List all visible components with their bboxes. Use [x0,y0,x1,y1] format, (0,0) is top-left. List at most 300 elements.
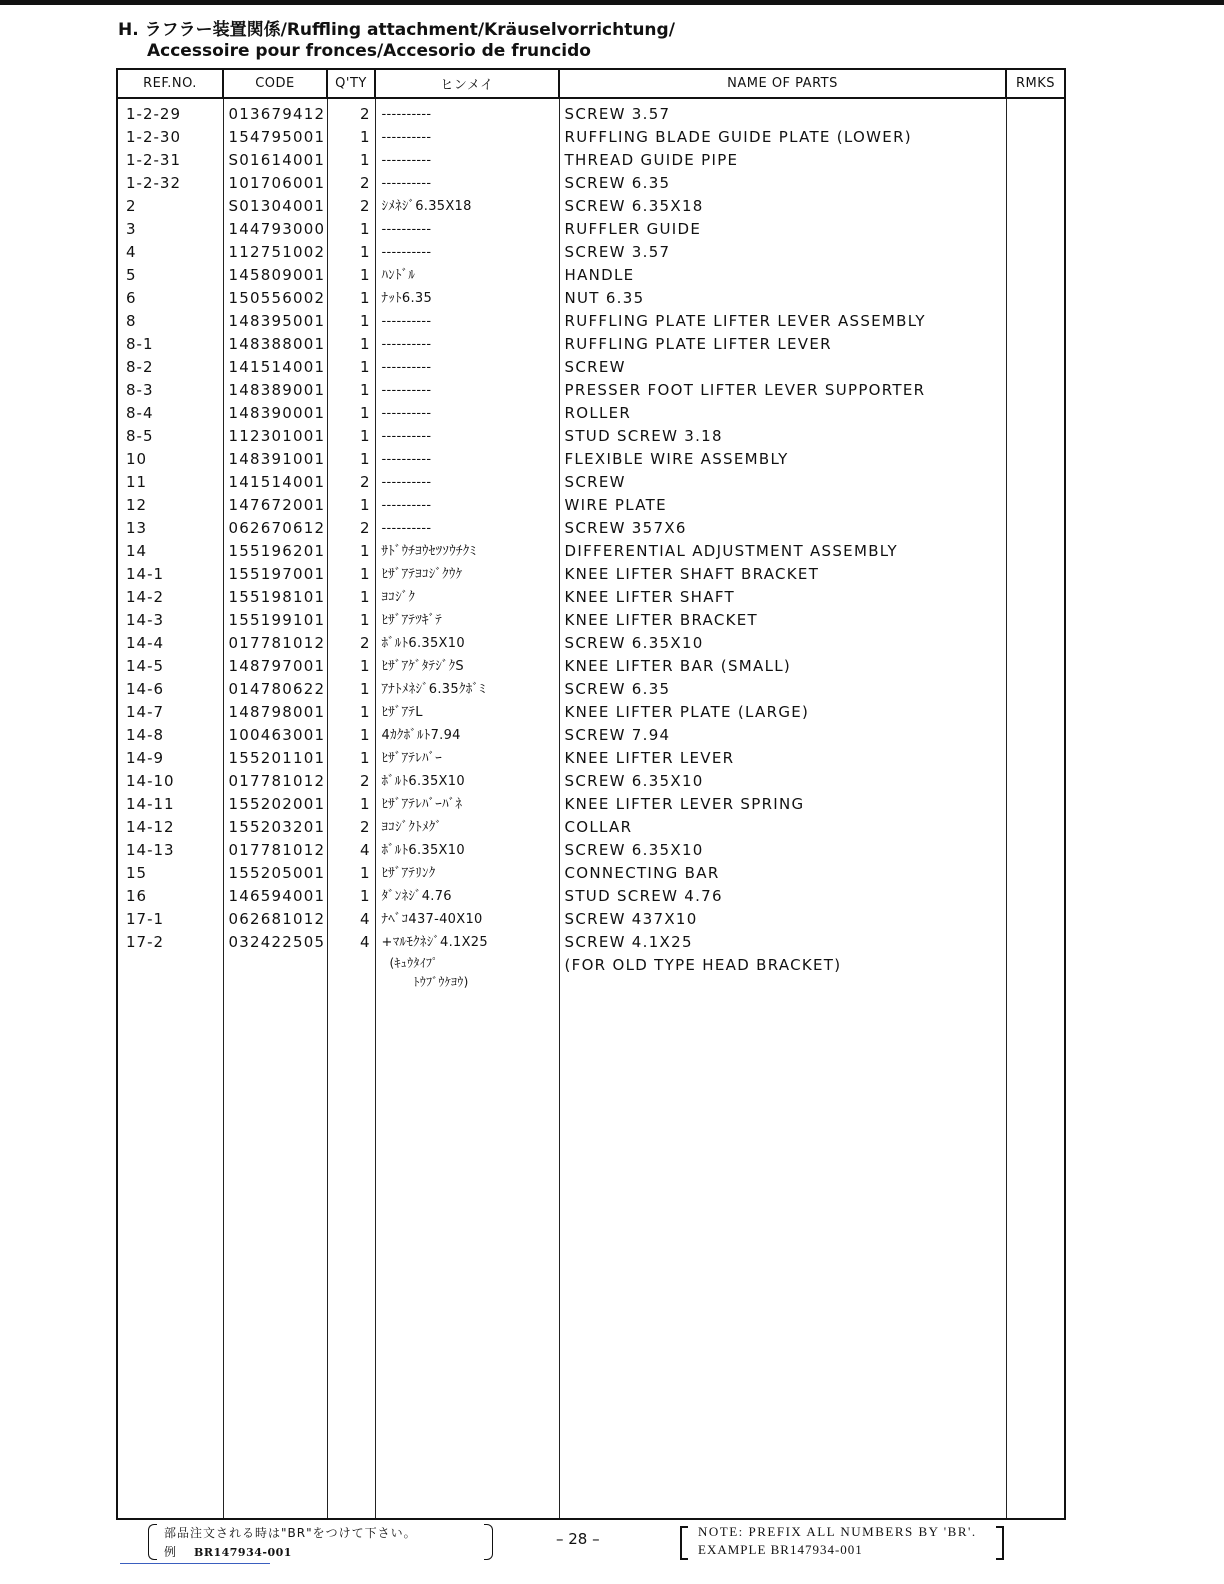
kana-cell: ---------- [375,172,559,195]
name-cell: SCREW 6.35X10 [559,632,1006,655]
kana-cell: ｼﾒﾈｼﾞ6.35X18 [375,195,559,218]
filler-cell [327,1000,375,1519]
qty-cell: 1 [327,149,375,172]
rmks-cell [1006,402,1065,425]
kana-cell: ---------- [375,126,559,149]
code-cell: 155203201 [223,816,327,839]
rmks-cell [1006,885,1065,908]
kana-cell: ﾊﾝﾄﾞﾙ [375,264,559,287]
code-cell: 112751002 [223,241,327,264]
filler-cell [375,1000,559,1519]
ref-cell: 14-13 [117,839,223,862]
kana-cell: ﾋｻﾞｱﾃﾘﾝｸ [375,862,559,885]
code-cell: S01614001 [223,149,327,172]
qty-cell: 1 [327,701,375,724]
qty-cell: 1 [327,609,375,632]
kana-cell: ﾀﾞﾝﾈｼﾞ4.76 [375,885,559,908]
name-cell: KNEE LIFTER SHAFT [559,586,1006,609]
table-row [117,98,1065,126]
kana-cell: ---------- [375,310,559,333]
right-bracket [996,1526,1004,1560]
kana-cell: ---------- [375,333,559,356]
name-cell: THREAD GUIDE PIPE [559,149,1006,172]
table-row [117,517,1065,540]
note-kana-line-2: ﾄｳﾌﾞｳｹﾖｳ) [413,975,469,989]
ref-cell: 8 [117,310,223,333]
name-cell: RUFFLING PLATE LIFTER LEVER [559,333,1006,356]
name-cell: SCREW 357X6 [559,517,1006,540]
kana-cell: ---------- [375,402,559,425]
code-cell: 017781012 [223,839,327,862]
table-row [117,494,1065,517]
ref-cell: 14-9 [117,747,223,770]
filler-cell [1006,1000,1065,1519]
qty-cell: 1 [327,724,375,747]
code-cell: 148388001 [223,333,327,356]
col-header-qty: Q'TY [327,69,375,98]
code-cell: 144793000 [223,218,327,241]
table-row [117,908,1065,931]
rmks-cell [1006,931,1065,954]
rmks-cell [1006,126,1065,149]
kana-cell: ---------- [375,471,559,494]
name-cell: SCREW 4.1X25 [559,931,1006,954]
jp-note-example [164,1543,292,1560]
kana-cell: ﾎﾞﾙﾄ6.35X10 [375,839,559,862]
footer-underline [120,1563,270,1564]
kana-cell: ﾋｻﾞｱﾃﾚﾊﾞｰﾊﾞﾈ [375,793,559,816]
note-qty-cell [327,954,375,1000]
kana-cell: ｱﾅﾄﾒﾈｼﾞ6.35ｸﾎﾞﾐ [375,678,559,701]
qty-cell: 1 [327,586,375,609]
name-cell: RUFFLER GUIDE [559,218,1006,241]
ref-cell: 11 [117,471,223,494]
code-cell: 155197001 [223,563,327,586]
name-cell: SCREW [559,356,1006,379]
name-cell: SCREW 6.35 [559,172,1006,195]
table-row [117,747,1065,770]
note-row [117,954,1065,1000]
name-cell: STUD SCREW 4.76 [559,885,1006,908]
rmks-cell [1006,563,1065,586]
table-header-row [117,69,1065,98]
rmks-cell [1006,747,1065,770]
code-cell: 014780622 [223,678,327,701]
rmks-cell [1006,195,1065,218]
table-row [117,126,1065,149]
table-row [117,172,1065,195]
ref-cell: 8-3 [117,379,223,402]
right-bracket [484,1524,493,1560]
rmks-cell [1006,609,1065,632]
name-cell: SCREW 7.94 [559,724,1006,747]
qty-cell: 1 [327,655,375,678]
qty-cell: 4 [327,908,375,931]
kana-cell: ﾖｺｼﾞｸﾄﾒｸﾞ [375,816,559,839]
code-cell: 155205001 [223,862,327,885]
kana-cell: ﾋｻﾞｱｹﾞﾀﾃｼﾞｸS [375,655,559,678]
rmks-cell [1006,425,1065,448]
filler-cell [223,1000,327,1519]
ref-cell: 13 [117,517,223,540]
name-cell: DIFFERENTIAL ADJUSTMENT ASSEMBLY [559,540,1006,563]
name-cell: SCREW 437X10 [559,908,1006,931]
rmks-cell [1006,793,1065,816]
note-code-cell [223,954,327,1000]
rmks-cell [1006,471,1065,494]
qty-cell: 1 [327,793,375,816]
code-cell: 155196201 [223,540,327,563]
code-cell: 148389001 [223,379,327,402]
note-kana-cell [375,954,559,1000]
left-bracket [680,1526,688,1560]
qty-cell: 2 [327,172,375,195]
table-row [117,931,1065,954]
name-cell: ROLLER [559,402,1006,425]
ref-cell: 1-2-30 [117,126,223,149]
name-cell: SCREW 6.35X18 [559,195,1006,218]
qty-cell: 1 [327,379,375,402]
table-row [117,816,1065,839]
filler-cell [559,1000,1006,1519]
ref-cell: 1-2-31 [117,149,223,172]
col-header-name: NAME OF PARTS [559,69,1006,98]
left-bracket [148,1524,157,1560]
kana-cell: ﾋｻﾞｱﾃﾖｺｼﾞｸｳｹ [375,563,559,586]
note-ref-cell [117,954,223,1000]
code-cell: 141514001 [223,471,327,494]
rmks-cell [1006,862,1065,885]
name-cell: KNEE LIFTER SHAFT BRACKET [559,563,1006,586]
qty-cell: 1 [327,494,375,517]
table-filler-row [117,1000,1065,1519]
kana-cell: ---------- [375,517,559,540]
qty-cell: 1 [327,885,375,908]
table-row [117,678,1065,701]
table-row [117,885,1065,908]
qty-cell: 1 [327,241,375,264]
code-cell: 150556002 [223,287,327,310]
ref-cell: 17-2 [117,931,223,954]
name-cell: CONNECTING BAR [559,862,1006,885]
qty-cell: 1 [327,425,375,448]
rmks-cell [1006,678,1065,701]
kana-cell: ---------- [375,218,559,241]
qty-cell: 1 [327,310,375,333]
qty-cell: 1 [327,862,375,885]
ref-cell: 16 [117,885,223,908]
ref-cell: 8-5 [117,425,223,448]
kana-cell: ﾖｺｼﾞｸ [375,586,559,609]
code-cell: 100463001 [223,724,327,747]
rmks-cell [1006,494,1065,517]
qty-cell: 1 [327,356,375,379]
table-row [117,379,1065,402]
kana-cell: ---------- [375,241,559,264]
note-name-cell [559,954,1006,1000]
col-header-code: CODE [223,69,327,98]
name-cell: SCREW 3.57 [559,241,1006,264]
kana-cell: ---------- [375,98,559,126]
code-cell: S01304001 [223,195,327,218]
ref-cell: 14-5 [117,655,223,678]
code-cell: 141514001 [223,356,327,379]
ref-cell: 14-3 [117,609,223,632]
table-row [117,862,1065,885]
en-note-text: NOTE: PREFIX ALL NUMBERS BY 'BR'. [698,1524,977,1539]
table-row [117,770,1065,793]
name-cell: KNEE LIFTER LEVER [559,747,1006,770]
table-row [117,471,1065,494]
qty-cell: 1 [327,540,375,563]
note-kana-line-1: (ｷｭｳﾀｲﾌﾟ [389,956,439,970]
table-row [117,149,1065,172]
table-row [117,793,1065,816]
code-cell: 112301001 [223,425,327,448]
rmks-cell [1006,816,1065,839]
ref-cell: 14-1 [117,563,223,586]
code-cell: 148798001 [223,701,327,724]
qty-cell: 1 [327,333,375,356]
table-row [117,310,1065,333]
code-cell: 145809001 [223,264,327,287]
name-cell: SCREW 6.35X10 [559,770,1006,793]
table-row [117,563,1065,586]
ref-cell: 14-12 [117,816,223,839]
qty-cell: 2 [327,471,375,494]
code-cell: 155202001 [223,793,327,816]
ref-cell: 10 [117,448,223,471]
table-row [117,287,1065,310]
code-cell: 154795001 [223,126,327,149]
ref-cell: 12 [117,494,223,517]
col-header-kana: ヒンメイ [375,69,559,98]
ref-cell: 14-8 [117,724,223,747]
ref-cell: 14-4 [117,632,223,655]
table-row [117,632,1065,655]
page-number: – 28 – [556,1530,600,1548]
table-row [117,425,1065,448]
kana-cell: ﾅｯﾄ6.35 [375,287,559,310]
table-row [117,356,1065,379]
ref-cell: 1-2-32 [117,172,223,195]
kana-cell: ---------- [375,448,559,471]
name-cell: STUD SCREW 3.18 [559,425,1006,448]
kana-cell: ﾅﾍﾞｺ437-40X10 [375,908,559,931]
table-row [117,195,1065,218]
rmks-cell [1006,770,1065,793]
ref-cell: 15 [117,862,223,885]
japanese-order-note [148,1522,498,1562]
qty-cell: 1 [327,678,375,701]
code-cell: 013679412 [223,98,327,126]
kana-cell: ---------- [375,494,559,517]
name-cell: HANDLE [559,264,1006,287]
qty-cell: 1 [327,287,375,310]
kana-cell: ---------- [375,356,559,379]
qty-cell: 2 [327,816,375,839]
col-header-rmks: RMKS [1006,69,1065,98]
rmks-cell [1006,517,1065,540]
kana-cell: ---------- [375,149,559,172]
rmks-cell [1006,448,1065,471]
code-cell: 155201101 [223,747,327,770]
rmks-cell [1006,632,1065,655]
title-line-1: H. ラフラー装置関係/Ruffling attachment/Kräuselvorrichtung/ [118,20,675,40]
kana-cell: ﾎﾞﾙﾄ6.35X10 [375,770,559,793]
table-row [117,241,1065,264]
name-cell: SCREW 6.35 [559,678,1006,701]
kana-cell: ﾋｻﾞｱﾃﾚﾊﾞｰ [375,747,559,770]
qty-cell: 1 [327,448,375,471]
kana-cell: ﾋｻﾞｱﾃﾂｷﾞﾃ [375,609,559,632]
ref-cell: 8-2 [117,356,223,379]
ref-cell: 6 [117,287,223,310]
ref-cell: 8-1 [117,333,223,356]
name-cell: RUFFLING PLATE LIFTER LEVER ASSEMBLY [559,310,1006,333]
rmks-cell [1006,333,1065,356]
name-cell: KNEE LIFTER BAR (SMALL) [559,655,1006,678]
kana-cell: ﾋｻﾞｱﾃL [375,701,559,724]
table-row [117,218,1065,241]
qty-cell: 2 [327,98,375,126]
table-row [117,402,1065,425]
english-order-note [680,1522,1010,1562]
ref-cell: 14-2 [117,586,223,609]
name-cell: KNEE LIFTER LEVER SPRING [559,793,1006,816]
title-line-2: Accessoire pour fronces/Accesorio de fruncido [147,41,591,61]
col-header-ref: REF.NO. [117,69,223,98]
kana-cell: ---------- [375,425,559,448]
qty-cell: 1 [327,126,375,149]
code-cell: 062681012 [223,908,327,931]
rmks-cell [1006,356,1065,379]
table-row [117,701,1065,724]
rmks-cell [1006,310,1065,333]
qty-cell: 1 [327,747,375,770]
jp-note-text: 部品注文される時は"BR"をつけて下さい。 [164,1526,417,1540]
ref-cell: 14-6 [117,678,223,701]
code-cell: 017781012 [223,770,327,793]
ref-cell: 14 [117,540,223,563]
name-cell: SCREW [559,471,1006,494]
name-cell: SCREW 6.35X10 [559,839,1006,862]
jp-example-label: 例 [164,1545,177,1559]
name-cell: SCREW 3.57 [559,98,1006,126]
rmks-cell [1006,98,1065,126]
note-name-text: (FOR OLD TYPE HEAD BRACKET) [564,956,842,974]
name-cell: RUFFLING BLADE GUIDE PLATE (LOWER) [559,126,1006,149]
name-cell: WIRE PLATE [559,494,1006,517]
code-cell: 148797001 [223,655,327,678]
name-cell: KNEE LIFTER BRACKET [559,609,1006,632]
filler-cell [117,1000,223,1519]
rmks-cell [1006,287,1065,310]
ref-cell: 3 [117,218,223,241]
ref-cell: 17-1 [117,908,223,931]
table-row [117,655,1065,678]
ref-cell: 8-4 [117,402,223,425]
parts-table-body [117,98,1065,1519]
ref-cell: 14-11 [117,793,223,816]
kana-cell: ---------- [375,379,559,402]
code-cell: 147672001 [223,494,327,517]
kana-cell: +ﾏﾙﾓｸﾈｼﾞ4.1X25 [375,931,559,954]
code-cell: 062670612 [223,517,327,540]
qty-cell: 4 [327,931,375,954]
code-cell: 155199101 [223,609,327,632]
ref-cell: 5 [117,264,223,287]
table-row [117,839,1065,862]
name-cell: COLLAR [559,816,1006,839]
parts-table [116,68,1066,1520]
code-cell: 146594001 [223,885,327,908]
rmks-cell [1006,379,1065,402]
table-row [117,586,1065,609]
kana-cell: ﾎﾞﾙﾄ6.35X10 [375,632,559,655]
table-row [117,333,1065,356]
rmks-cell [1006,218,1065,241]
qty-cell: 2 [327,195,375,218]
kana-cell: ｻﾄﾞｳﾁﾖｳｾﾂｿｳﾁｸﾐ [375,540,559,563]
rmks-cell [1006,655,1065,678]
rmks-cell [1006,701,1065,724]
qty-cell: 1 [327,264,375,287]
qty-cell: 2 [327,517,375,540]
rmks-cell [1006,172,1065,195]
code-cell: 032422505 [223,931,327,954]
table-row [117,264,1065,287]
ref-cell: 2 [117,195,223,218]
rmks-cell [1006,908,1065,931]
name-cell: PRESSER FOOT LIFTER LEVER SUPPORTER [559,379,1006,402]
rmks-cell [1006,586,1065,609]
ref-cell: 1-2-29 [117,98,223,126]
ref-cell: 4 [117,241,223,264]
rmks-cell [1006,540,1065,563]
qty-cell: 1 [327,563,375,586]
code-cell: 148390001 [223,402,327,425]
name-cell: KNEE LIFTER PLATE (LARGE) [559,701,1006,724]
table-row [117,609,1065,632]
rmks-cell [1006,264,1065,287]
name-cell: FLEXIBLE WIRE ASSEMBLY [559,448,1006,471]
qty-cell: 2 [327,770,375,793]
qty-cell: 4 [327,839,375,862]
table-row [117,724,1065,747]
rmks-cell [1006,241,1065,264]
en-note-example: EXAMPLE BR147934-001 [698,1542,863,1557]
ref-cell: 14-7 [117,701,223,724]
ref-cell: 14-10 [117,770,223,793]
code-cell: 148391001 [223,448,327,471]
code-cell: 155198101 [223,586,327,609]
table-row [117,448,1065,471]
qty-cell: 1 [327,402,375,425]
name-cell: NUT 6.35 [559,287,1006,310]
note-rmks-cell [1006,954,1065,1000]
jp-example-code: BR147934-001 [194,1546,292,1559]
rmks-cell [1006,149,1065,172]
table-row [117,540,1065,563]
qty-cell: 2 [327,632,375,655]
page-title [118,20,675,62]
top-rule [0,0,1224,5]
code-cell: 148395001 [223,310,327,333]
code-cell: 101706001 [223,172,327,195]
code-cell: 017781012 [223,632,327,655]
kana-cell: 4ｶｸﾎﾞﾙﾄ7.94 [375,724,559,747]
